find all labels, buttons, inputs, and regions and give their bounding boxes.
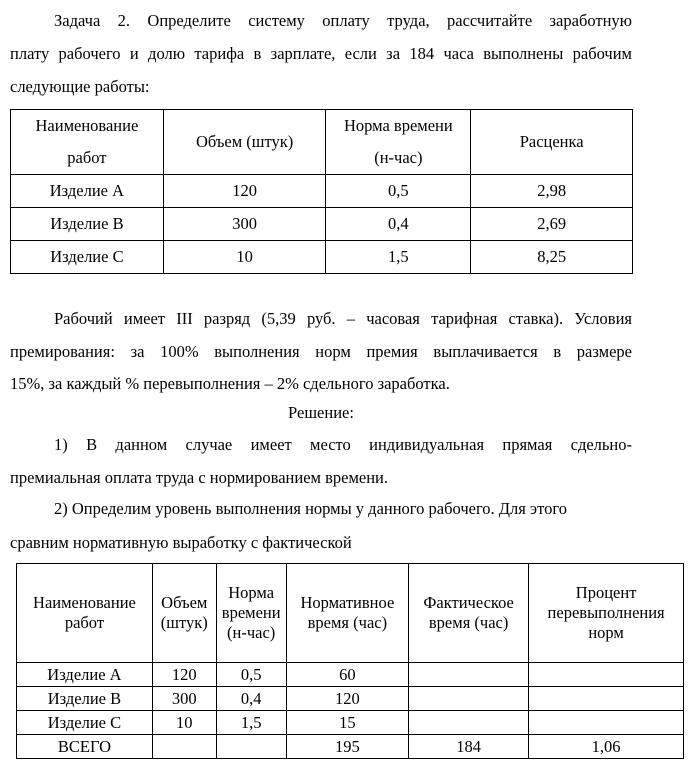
table-cell: 195 — [286, 735, 408, 759]
table-row — [11, 208, 633, 241]
table-cell: Изделие В — [11, 208, 164, 241]
solution-heading: Решение: — [288, 403, 354, 422]
table-cell: Изделие С — [17, 711, 153, 735]
header-cell: Процент перевыполнения норм — [529, 564, 684, 663]
table-row — [17, 663, 684, 687]
table-cell — [409, 711, 529, 735]
table-row — [11, 241, 633, 274]
header-cell: Расценка — [471, 110, 633, 175]
step1-line-2: премиальная оплата труда с нормированием времени. — [10, 468, 389, 487]
table-cell — [529, 711, 684, 735]
header-cell: Наименование работ — [17, 564, 153, 663]
table-cell: 10 — [152, 711, 216, 735]
header-cell: Норма времени (н-час) — [326, 110, 471, 175]
table-cell: 120 — [163, 175, 326, 208]
conditions-line-3: 15%, за каждый % перевыполнения – 2% сдельного заработка. — [10, 374, 450, 393]
table-total-row — [17, 735, 684, 759]
table-cell: 60 — [286, 663, 408, 687]
table-row — [17, 687, 684, 711]
rates-table — [10, 109, 633, 274]
table-cell: 1,5 — [216, 711, 286, 735]
table-row — [11, 175, 633, 208]
table-cell: 1,06 — [529, 735, 684, 759]
table-cell: 15 — [286, 711, 408, 735]
step1-line-1: 1) В данном случае имеет место индивидуальная прямая сдельно- — [54, 435, 632, 454]
header-cell: Фактическое время (час) — [409, 564, 529, 663]
table-cell: 300 — [152, 687, 216, 711]
table-cell: 0,5 — [216, 663, 286, 687]
conditions-line-1: Рабочий имеет III разряд (5,39 руб. – часовая тарифная ставка). Условия — [54, 309, 632, 328]
table-cell: ВСЕГО — [17, 735, 153, 759]
table-cell: 1,5 — [326, 241, 471, 274]
header-cell: Наименование работ — [11, 110, 164, 175]
table-cell: 10 — [163, 241, 326, 274]
header-cell: Объем (штук) — [163, 110, 326, 175]
table-cell: 2,98 — [471, 175, 633, 208]
table-cell — [529, 663, 684, 687]
table-cell — [152, 735, 216, 759]
table-cell: Изделие С — [11, 241, 164, 274]
table-row — [17, 711, 684, 735]
table-cell: 2,69 — [471, 208, 633, 241]
table-cell — [529, 687, 684, 711]
norm-calculation-table — [16, 563, 684, 759]
table-cell: 184 — [409, 735, 529, 759]
table-cell — [409, 663, 529, 687]
header-cell: Норма времени (н-час) — [216, 564, 286, 663]
step2-line-1: 2) Определим уровень выполнения нормы у данного рабочего. Для этого — [54, 499, 567, 518]
table-header-row — [17, 564, 684, 663]
task-line-2: плату рабочего и долю тарифа в зарплате, если за 184 часа выполнены рабочим — [10, 44, 632, 63]
table-cell: 0,4 — [326, 208, 471, 241]
table-cell: 0,4 — [216, 687, 286, 711]
table-cell: 8,25 — [471, 241, 633, 274]
header-cell: Нормативное время (час) — [286, 564, 408, 663]
table-cell: 120 — [152, 663, 216, 687]
table-cell: 120 — [286, 687, 408, 711]
table-cell — [216, 735, 286, 759]
table-cell: 0,5 — [326, 175, 471, 208]
table-header-row — [11, 110, 633, 175]
task-line-1: Задача 2. Определите систему оплату труда, рассчитайте заработную — [54, 11, 632, 30]
step2-line-2: сравним нормативную выработку с фактической — [10, 533, 352, 552]
table-cell: Изделие А — [11, 175, 164, 208]
conditions-line-2: премирования: за 100% выполнения норм премия выплачивается в размере — [10, 342, 632, 361]
task-line-3: следующие работы: — [10, 77, 150, 96]
table-cell: Изделие А — [17, 663, 153, 687]
table-cell: 300 — [163, 208, 326, 241]
table-cell: Изделие В — [17, 687, 153, 711]
table-cell — [409, 687, 529, 711]
header-cell: Объем (штук) — [152, 564, 216, 663]
